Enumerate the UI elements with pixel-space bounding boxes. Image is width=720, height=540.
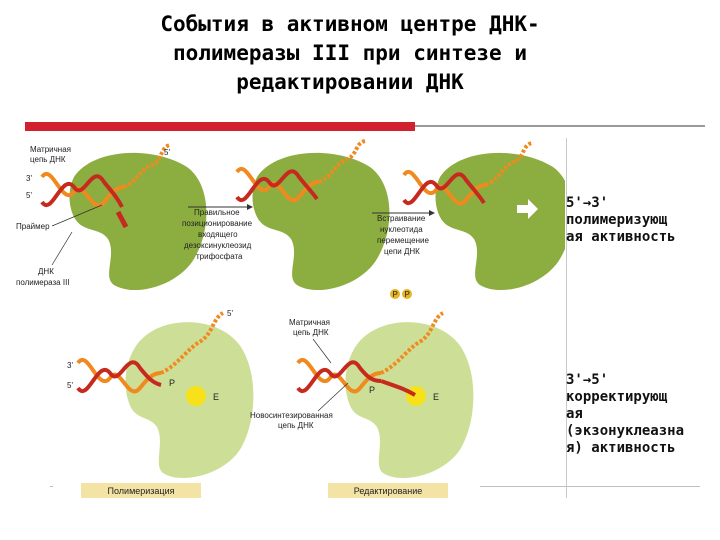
template-strand-label: цепь ДНК (30, 155, 66, 164)
insertion-label: цепи ДНК (384, 247, 420, 256)
accent-bar (25, 122, 415, 131)
caption-line: 5'→3' (566, 195, 609, 211)
enzyme-stage-2 (253, 153, 390, 290)
caption-line: 3'→5' (566, 372, 609, 388)
end-3-label: 3' (67, 361, 73, 370)
end-5-label: 5' (164, 148, 170, 157)
divider-line (415, 125, 705, 127)
caption-line: (экзонуклеазна (566, 423, 685, 439)
primer-label: Праймер (16, 222, 50, 231)
insertion-label: нуклеотида (380, 225, 423, 234)
title-line-2: полимеразы III при синтезе и (172, 41, 527, 65)
new-strand-label: Новосинтезированная (250, 411, 333, 420)
exonuclease-site-label: E (213, 392, 220, 402)
exonuclease-site-label: E (433, 392, 440, 402)
polymerase-activity-caption (566, 195, 676, 246)
caption-line: ая активность (566, 229, 676, 245)
polymerization-diagram (12, 137, 565, 303)
exonuclease-site-icon (406, 386, 426, 406)
positioning-label: позиционирование (182, 219, 253, 228)
caption-line: ая (566, 406, 583, 422)
exonuclease-site-icon (186, 386, 206, 406)
polymerase-label: полимераза III (16, 278, 70, 287)
template-strand-label: цепь ДНК (293, 328, 329, 337)
polymerization-label: Полимеризация (107, 486, 175, 496)
exonuclease-activity-caption (566, 372, 684, 457)
polymerase-site-label: P (169, 378, 176, 388)
positioning-label: входящего (198, 230, 238, 239)
positioning-label: трифосфата (196, 252, 243, 261)
insertion-label: перемещение (377, 236, 429, 245)
new-strand-label: цепь ДНК (278, 421, 314, 430)
phosphate-label: P (404, 290, 410, 299)
caption-line: я) активность (566, 440, 676, 456)
caption-line: корректирующ (566, 389, 668, 405)
title-line-1: События в активном центре ДНК- (160, 12, 540, 36)
end-5-label: 5' (26, 191, 32, 200)
insertion-label: Встраивание (377, 214, 426, 223)
end-5-label: 5' (67, 381, 73, 390)
positioning-label: Правильное (194, 208, 240, 217)
polymerase-label: ДНК (38, 267, 54, 276)
title-line-3: редактировании ДНК (236, 70, 464, 94)
editing-label: Редактирование (353, 486, 423, 496)
end-5-label: 5' (227, 309, 233, 318)
template-strand-label: Матричная (30, 145, 71, 154)
editing-diagram (53, 303, 480, 501)
caption-line: полимеризующ (566, 212, 668, 228)
slide-title (0, 10, 700, 97)
phosphate-label: P (392, 290, 398, 299)
positioning-label: дезоксинуклеозид (184, 241, 252, 250)
template-strand-label: Матричная (289, 318, 330, 327)
polymerase-site-label: P (369, 385, 376, 395)
end-3-label: 3' (26, 174, 32, 183)
enzyme-stage-3 (436, 153, 566, 290)
